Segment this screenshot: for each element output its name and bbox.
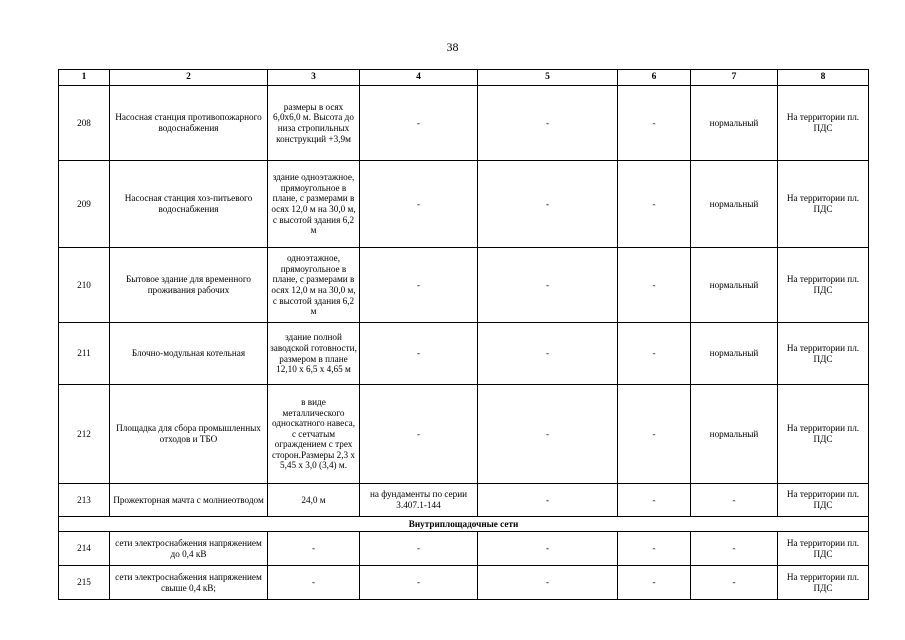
foundation-cell: - [360, 323, 478, 385]
column-6-cell: - [618, 385, 691, 484]
facility-description: одноэтажное, прямоугольное в плане, с размерами в осях 12,0 м на 30,0 м, с высотой здания 6,2 м [268, 248, 360, 323]
table-row [59, 248, 869, 323]
section-title: Внутриплощадочные сети [59, 517, 869, 532]
foundation-cell: - [360, 86, 478, 161]
column-5-cell: - [478, 86, 618, 161]
mode-cell: нормальный [691, 248, 778, 323]
column-header: 7 [691, 70, 778, 86]
column-6-cell: - [618, 532, 691, 566]
foundation-cell: - [360, 532, 478, 566]
table-row [59, 532, 869, 566]
column-6-cell: - [618, 323, 691, 385]
foundation-cell: - [360, 385, 478, 484]
foundation-cell: - [360, 248, 478, 323]
page-number: 38 [446, 40, 459, 54]
facility-name: Прожекторная мачта с молниеотводом [110, 484, 268, 517]
row-number: 210 [59, 248, 110, 323]
facility-name: сети электроснабжения напряжением до 0,4 кВ [110, 532, 268, 566]
facility-description: - [268, 566, 360, 600]
facility-description: в виде металлического односкатного навеса, с сетчатым ограждением с трех сторон.Размеры 2,3 х 5,45 х 3,0 (3,4) м. [268, 385, 360, 484]
row-number: 208 [59, 86, 110, 161]
mode-cell: нормальный [691, 161, 778, 248]
location-cell: На территории пл. ПДС [778, 385, 869, 484]
column-header: 8 [778, 70, 869, 86]
mode-cell: - [691, 484, 778, 517]
mode-cell: нормальный [691, 86, 778, 161]
foundation-cell: - [360, 161, 478, 248]
column-5-cell: - [478, 484, 618, 517]
table-row [59, 323, 869, 385]
table-row [59, 385, 869, 484]
column-6-cell: - [618, 566, 691, 600]
mode-cell: - [691, 566, 778, 600]
mode-cell: нормальный [691, 385, 778, 484]
column-header: 4 [360, 70, 478, 86]
column-5-cell: - [478, 161, 618, 248]
row-number: 213 [59, 484, 110, 517]
facility-description: размеры в осях 6,0х6,0 м. Высота до низа стропильных конструкций +3,9м [268, 86, 360, 161]
row-number: 215 [59, 566, 110, 600]
row-number: 211 [59, 323, 110, 385]
facility-description: - [268, 532, 360, 566]
location-cell: На территории пл. ПДС [778, 484, 869, 517]
location-cell: На территории пл. ПДС [778, 323, 869, 385]
column-header: 5 [478, 70, 618, 86]
row-number: 214 [59, 532, 110, 566]
column-5-cell: - [478, 248, 618, 323]
row-number: 212 [59, 385, 110, 484]
column-6-cell: - [618, 86, 691, 161]
column-5-cell: - [478, 323, 618, 385]
facility-description: здание полной заводской готовности, размером в плане 12,10 х 6,5 х 4,65 м [268, 323, 360, 385]
location-cell: На территории пл. ПДС [778, 532, 869, 566]
location-cell: На территории пл. ПДС [778, 566, 869, 600]
facility-name: Блочно-модульная котельная [110, 323, 268, 385]
location-cell: На территории пл. ПДС [778, 248, 869, 323]
table-header-row [59, 70, 869, 86]
facility-description: 24,0 м [268, 484, 360, 517]
facility-name: Бытовое здание для временного проживания рабочих [110, 248, 268, 323]
table-row [59, 484, 869, 517]
mode-cell: нормальный [691, 323, 778, 385]
location-cell: На территории пл. ПДС [778, 86, 869, 161]
facility-name: Площадка для сбора промышленных отходов и ТБО [110, 385, 268, 484]
table-row [59, 86, 869, 161]
foundation-cell: на фундаменты по серии 3.407.1-144 [360, 484, 478, 517]
column-5-cell: - [478, 532, 618, 566]
facility-name: сети электроснабжения напряжением свыше 0,4 кВ; [110, 566, 268, 600]
column-6-cell: - [618, 161, 691, 248]
facility-name: Насосная станция противопожарного водоснабжения [110, 86, 268, 161]
location-cell: На территории пл. ПДС [778, 161, 869, 248]
column-header: 1 [59, 70, 110, 86]
column-6-cell: - [618, 248, 691, 323]
table-row [59, 566, 869, 600]
foundation-cell: - [360, 566, 478, 600]
column-header: 2 [110, 70, 268, 86]
mode-cell: - [691, 532, 778, 566]
column-5-cell: - [478, 566, 618, 600]
facility-description: здание одноэтажное, прямоугольное в плане, с размерами в осях 12,0 м на 30,0 м, с высотой здания 6,2 м [268, 161, 360, 248]
column-header: 6 [618, 70, 691, 86]
row-number: 209 [59, 161, 110, 248]
table-row [59, 161, 869, 248]
column-6-cell: - [618, 484, 691, 517]
facilities-table [58, 69, 869, 600]
section-row [59, 517, 869, 532]
column-header: 3 [268, 70, 360, 86]
column-5-cell: - [478, 385, 618, 484]
facility-name: Насосная станция хоз-питьевого водоснабжения [110, 161, 268, 248]
